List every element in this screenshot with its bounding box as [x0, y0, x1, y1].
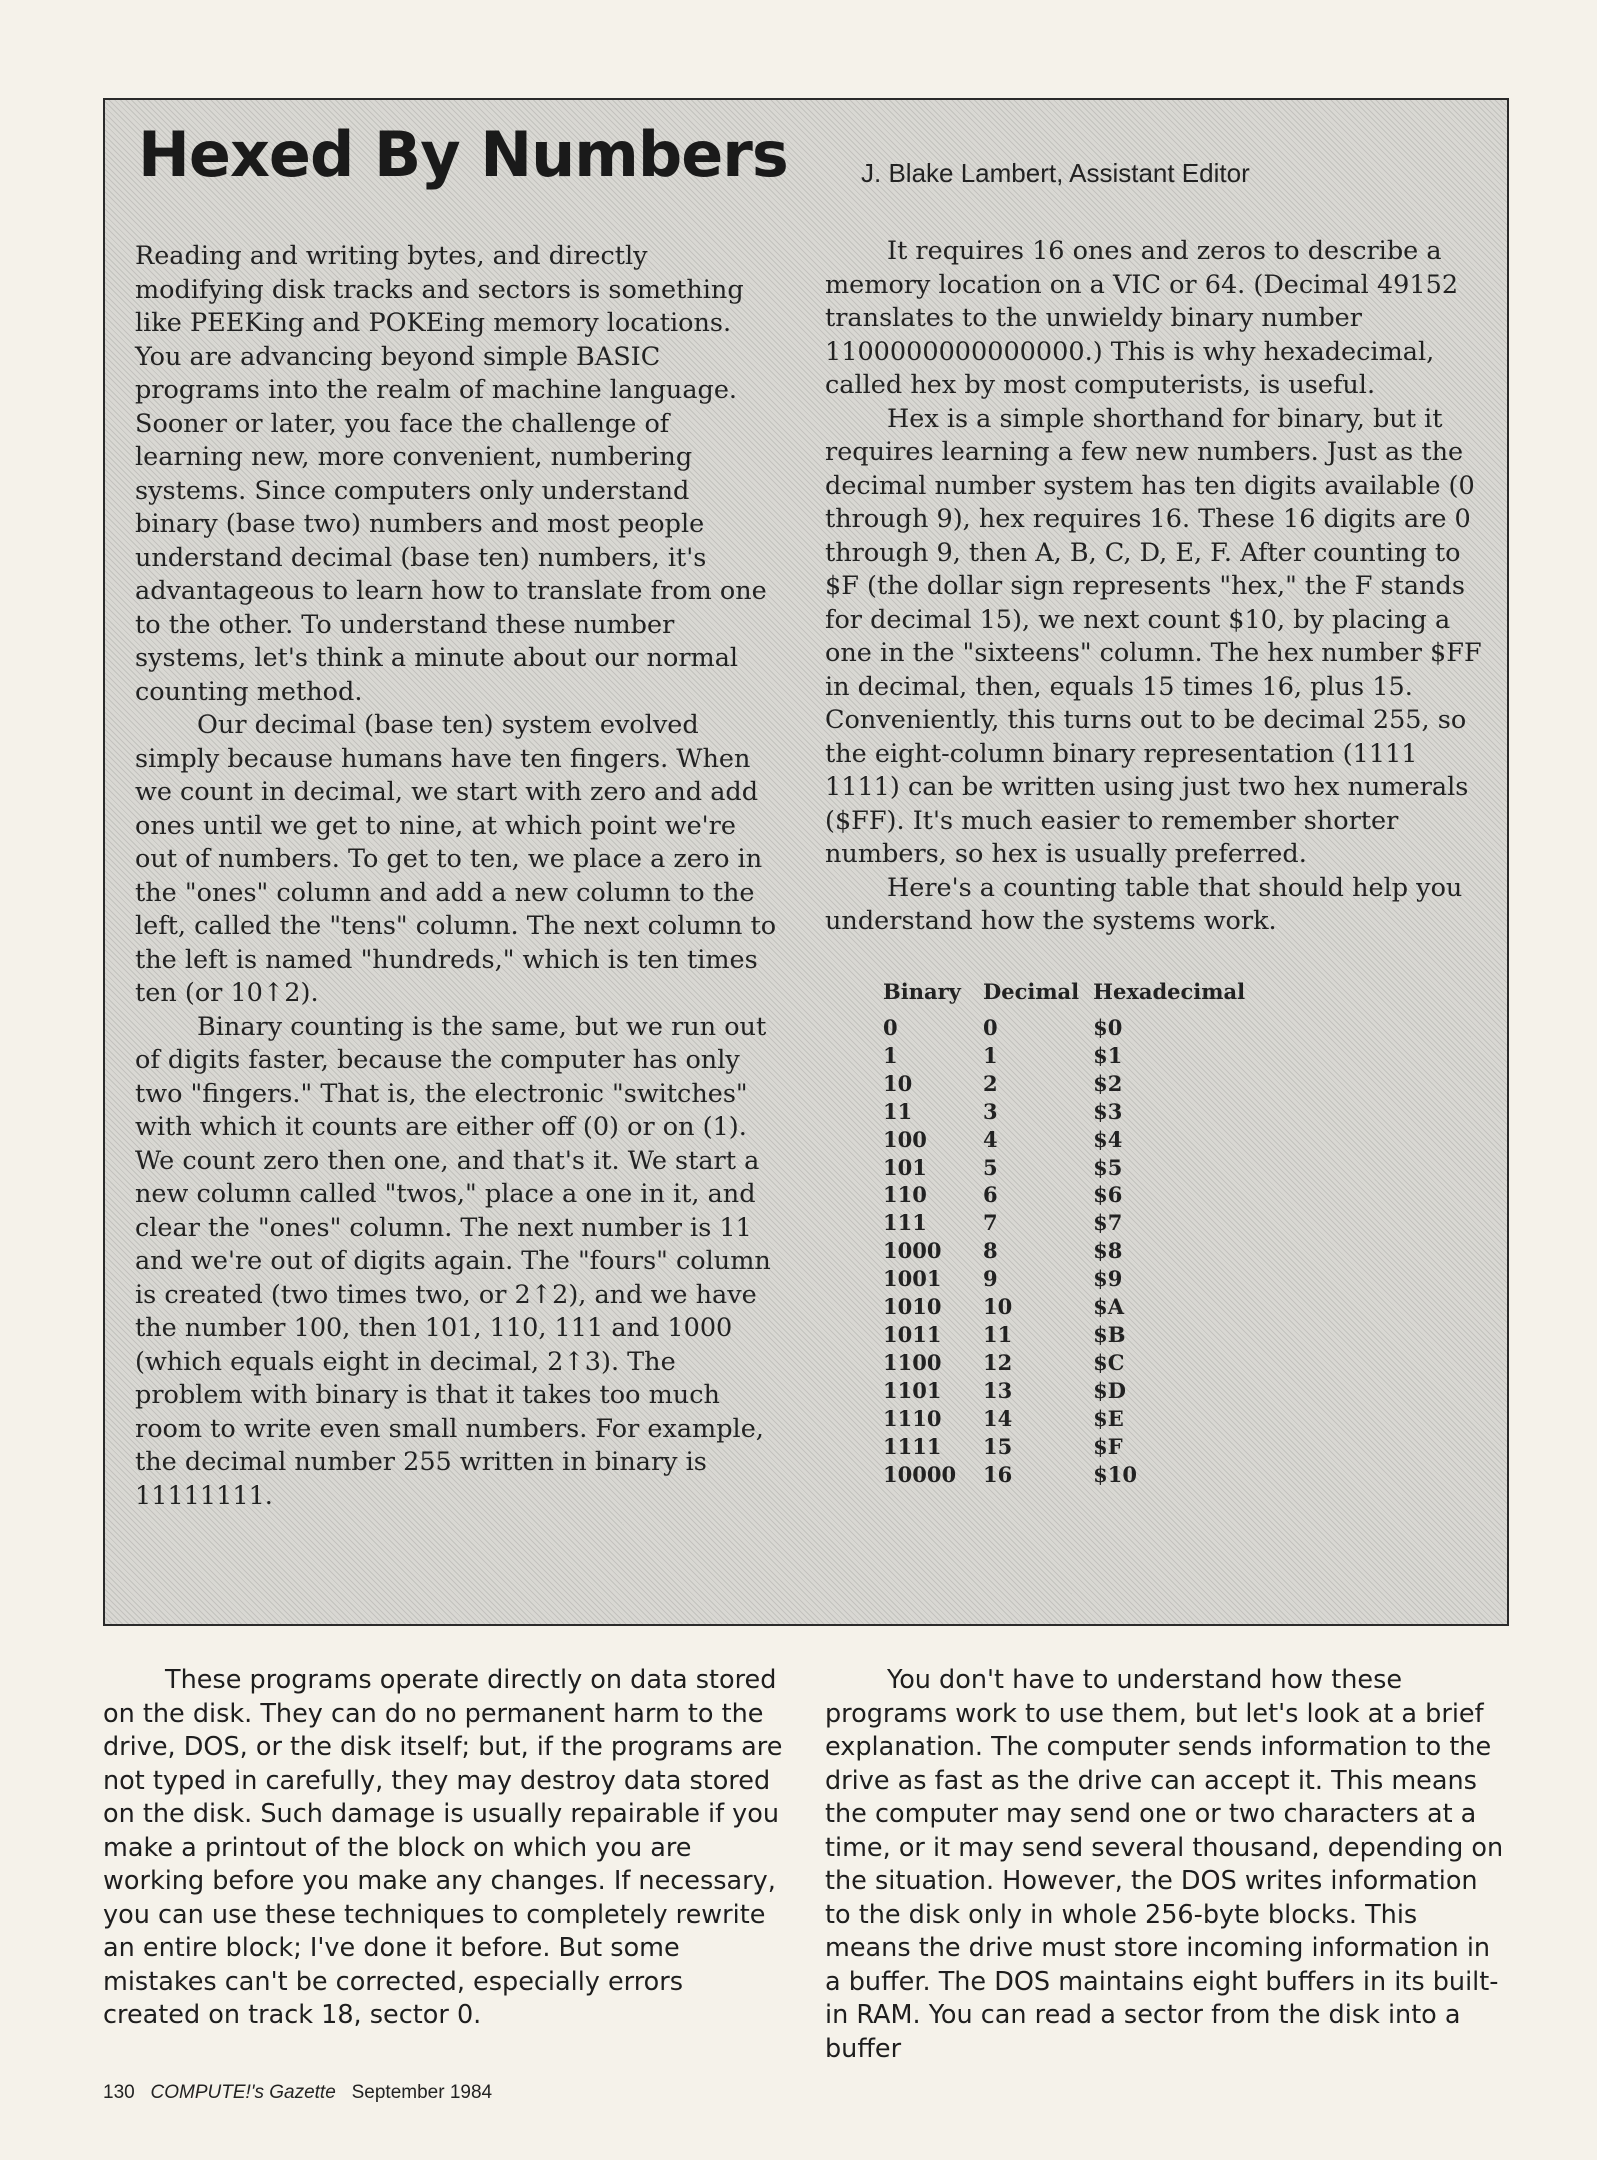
table-row — [883, 1209, 1259, 1237]
binary-cell: 1000 — [883, 1238, 942, 1264]
binary-cell: 10000 — [883, 1461, 957, 1487]
hex-cell: $8 — [1093, 1238, 1123, 1264]
binary-cell: 1101 — [883, 1377, 942, 1403]
table-row — [883, 1461, 1259, 1489]
hex-cell: $5 — [1093, 1154, 1123, 1180]
decimal-cell: 13 — [983, 1377, 1013, 1403]
binary-cell: 11 — [883, 1098, 913, 1124]
decimal-cell: 0 — [983, 1015, 998, 1040]
table-row — [883, 1070, 1259, 1098]
hex-cell: $7 — [1093, 1210, 1123, 1236]
paragraph: Binary counting is the same, but we run out of digits faster, because the computer has only two "fingers." That is, the electronic "switches" with which it counts are either off (0) or on (1). We count zero then one, and that's it. We start a new column called "twos," place a one in it, and clear the "ones" column. The next number is 11 and we're out of digits again. The "fours" column is created (two times two, or 2↑2), and we have the number 100, then 101, 110, 111 and 1000 (which equals eight in decimal, 2↑3). The problem with binary is that it takes too much room to write even small numbers. For example, the decimal number 255 written in binary is 11111111. — [135, 1011, 771, 1511]
hex-cell: $10 — [1093, 1461, 1137, 1487]
table-row — [883, 1181, 1259, 1209]
hex-cell: $D — [1093, 1377, 1126, 1403]
binary-cell: 1010 — [883, 1294, 942, 1320]
decimal-cell: 8 — [983, 1238, 998, 1264]
binary-cell: 100 — [883, 1126, 927, 1152]
binary-cell: 1100 — [883, 1349, 942, 1375]
table-row — [883, 1098, 1259, 1126]
hex-cell: $A — [1093, 1294, 1125, 1320]
decimal-cell: 15 — [983, 1433, 1013, 1459]
hex-cell: $F — [1093, 1433, 1123, 1459]
table-row — [883, 1321, 1259, 1349]
binary-cell: 1111 — [883, 1433, 942, 1459]
paragraph: Hex is a simple shorthand for binary, but it requires learning a few new numbers. Just as the decimal number system has ten digits available (0 through 9), hex requires 16. These 16 digits are 0 through 9, then A, B, C, D, E, F. After counting to $F (the dollar sign represents "hex," the F stands for decimal 15), we next count $10, by placing a one in the "sixteens" column. The hex number $FF in decimal, then, equals 15 times 16, plus 15. Conveniently, this turns out to be decimal 255, so the eight-column binary representation (1111 1111) can be written using just two hex numerals ($FF). It's much easier to remember shorter numbers, so hex is usually preferred. — [825, 403, 1482, 869]
decimal-cell: 10 — [983, 1294, 1013, 1320]
paragraph: It requires 16 ones and zeros to describe a memory location on a VIC or 64. (Decimal 49152 translates to the unwieldy binary number 1100000000000000.) This is why hexadecimal, called hex by most computerists, is useful. — [825, 236, 1459, 400]
table-row — [883, 1014, 1259, 1042]
column-header-hexadecimal: Hexadecimal — [1093, 978, 1246, 1004]
table-row — [883, 1042, 1259, 1070]
issue-date: September 1984 — [351, 2082, 493, 2103]
hex-cell: $0 — [1093, 1015, 1123, 1040]
hex-cell: $1 — [1093, 1042, 1123, 1068]
table-row — [883, 1433, 1259, 1461]
decimal-cell: 3 — [983, 1098, 998, 1124]
body-left-column — [103, 1664, 783, 2033]
hex-cell: $B — [1093, 1321, 1126, 1347]
decimal-cell: 11 — [983, 1321, 1013, 1347]
binary-cell: 10 — [883, 1070, 913, 1096]
paragraph: You don't have to understand how these programs work to use them, but let's look at a brief explanation. The computer sends information to the drive as fast as the drive can accept it. This means the computer may send one or two characters at a time, or it may send several thousand, depending on the situation. However, the DOS writes information to the disk only in whole 256-byte blocks. This means the drive must store incoming information in a buffer. The DOS maintains eight buffers in its built-in RAM. You can read a sector from the disk into a buffer — [825, 1665, 1504, 2064]
sidebar-right-column — [825, 235, 1485, 1488]
body-right-column — [825, 1664, 1505, 2066]
counting-table — [883, 975, 1259, 1489]
page-footer — [103, 2082, 492, 2104]
page-number: 130 — [103, 2082, 135, 2103]
binary-cell: 1110 — [883, 1405, 942, 1431]
column-header-binary: Binary — [883, 978, 961, 1004]
hex-cell: $C — [1093, 1349, 1125, 1375]
table-body — [883, 1014, 1259, 1488]
table-row — [883, 1237, 1259, 1265]
table-row — [883, 1154, 1259, 1182]
sidebar-box — [103, 98, 1509, 1626]
binary-cell: 0 — [883, 1015, 898, 1040]
table-row — [883, 1349, 1259, 1377]
hex-cell: $4 — [1093, 1126, 1123, 1152]
decimal-cell: 1 — [983, 1042, 998, 1068]
hex-cell: $3 — [1093, 1098, 1123, 1124]
hex-cell: $6 — [1093, 1182, 1123, 1208]
table-row — [883, 1293, 1259, 1321]
binary-cell: 111 — [883, 1210, 927, 1236]
decimal-cell: 5 — [983, 1154, 998, 1180]
decimal-cell: 2 — [983, 1070, 998, 1096]
binary-cell: 1 — [883, 1042, 898, 1068]
paragraph: These programs operate directly on data stored on the disk. They can do no permanent harm to the drive, DOS, or the disk itself; but, if the programs are not typed in carefully, they may destroy data stored on the disk. Such damage is usually repairable if you make a printout of the block on which you are working before you make any changes. If necessary, you can use these techniques to completely rewrite an entire block; I've done it before. But some mistakes can't be corrected, especially errors created on track 18, sector 0. — [103, 1665, 783, 2030]
decimal-cell: 6 — [983, 1182, 998, 1208]
byline: J. Blake Lambert, Assistant Editor — [861, 158, 1250, 188]
sidebar-left-column — [135, 240, 777, 1513]
decimal-cell: 9 — [983, 1266, 998, 1292]
table-row — [883, 1405, 1259, 1433]
table-row — [883, 1377, 1259, 1405]
table-header-row — [883, 975, 1259, 1015]
hex-cell: $9 — [1093, 1266, 1123, 1292]
decimal-cell: 12 — [983, 1349, 1013, 1375]
publication-name: COMPUTE!'s Gazette — [150, 2082, 336, 2103]
paragraph: Here's a counting table that should help you understand how the systems work. — [825, 872, 1463, 936]
decimal-cell: 16 — [983, 1461, 1013, 1487]
paragraph: Reading and writing bytes, and directly modifying disk tracks and sectors is something like PEEKing and POKEing memory locations. You are advancing beyond simple BASIC programs into the realm of machine language. Sooner or later, you face the challenge of learning new, more convenient, numbering systems. Since computers only understand binary (base two) numbers and most people understand decimal (base ten) numbers, it's advantageous to learn how to translate from one to the other. To understand these number systems, let's think a minute about our normal counting method. — [135, 241, 767, 707]
binary-cell: 110 — [883, 1182, 927, 1208]
binary-cell: 1011 — [883, 1321, 942, 1347]
hex-cell: $E — [1093, 1405, 1124, 1431]
paragraph: Our decimal (base ten) system evolved simply because humans have ten fingers. When we count in decimal, we start with zero and add ones until we get to nine, at which point we're out of numbers. To get to ten, we place a zero in the "ones" column and add a new column to the left, called the "tens" column. The next column to the left is named "hundreds," which is ten times ten (or 10↑2). — [135, 710, 777, 1008]
table-row — [883, 1126, 1259, 1154]
binary-cell: 1001 — [883, 1266, 942, 1292]
table-row — [883, 1265, 1259, 1293]
hex-cell: $2 — [1093, 1070, 1123, 1096]
decimal-cell: 7 — [983, 1210, 998, 1236]
decimal-cell: 14 — [983, 1405, 1013, 1431]
decimal-cell: 4 — [983, 1126, 998, 1152]
binary-cell: 101 — [883, 1154, 927, 1180]
column-header-decimal: Decimal — [983, 978, 1080, 1004]
article-title: Hexed By Numbers — [138, 118, 788, 191]
